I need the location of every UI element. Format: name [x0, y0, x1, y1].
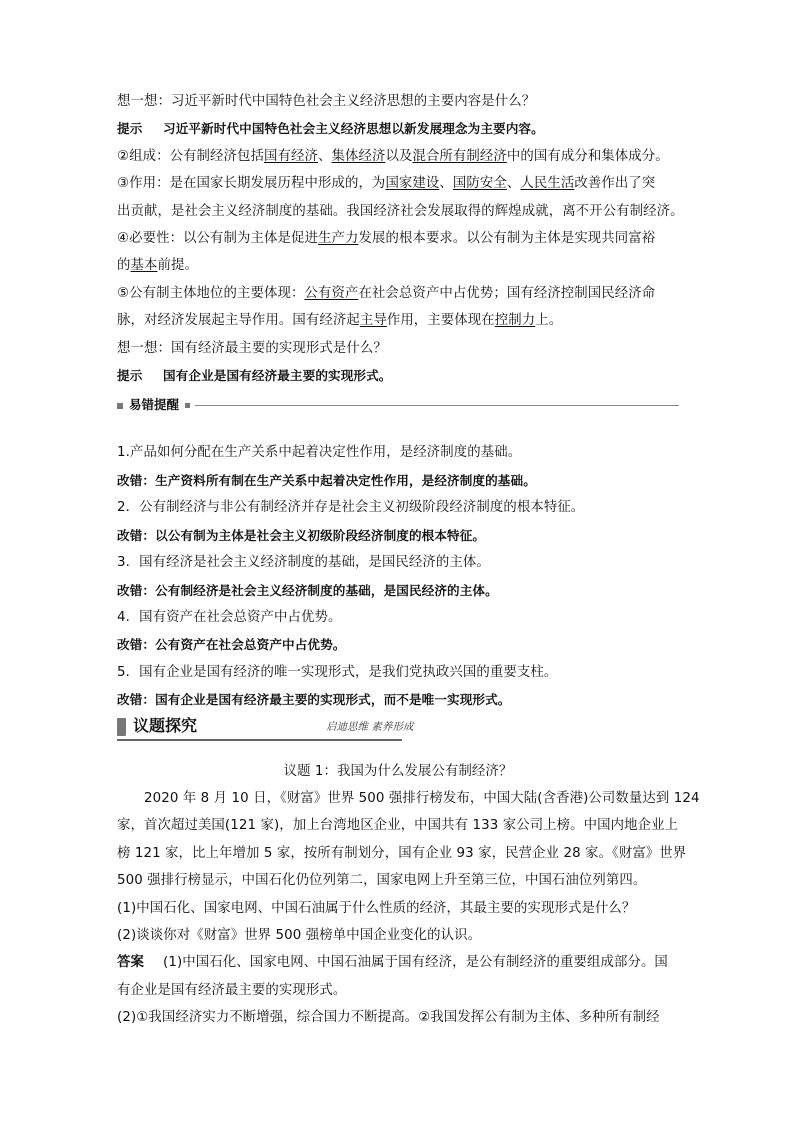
point-dominance-line1 [117, 280, 679, 307]
question-1: (1)中国石化、国家电网、中国石油属于什么性质的经济，其最主要的实现形式是什么？ [117, 900, 636, 916]
error-item-1: 1.产品如何分配在生产关系中起着决定性作用，是经济制度的基础。 [117, 445, 522, 461]
correction-4: 改错：公有资产在社会总资产中占优势。 [117, 637, 346, 653]
correction-5: 改错：国有企业是国有经济最主要的实现形式，而不是唯一实现形式。 [117, 692, 511, 708]
question-2: (2)谈谈你对《财富》世界 500 强榜单中国企业变化的认识。 [117, 927, 482, 943]
text: 中的国有成分和集体成分。 [506, 148, 669, 164]
point-necessity-line2 [117, 252, 679, 279]
hint-text: 国有企业是国有经济最主要的实现形式。 [163, 368, 392, 384]
answer-line: 有企业是国有经济最主要的实现形式。 [117, 982, 347, 998]
hint-label: 提示 [117, 368, 143, 384]
page-content [117, 88, 700, 1032]
section-subtitle: 启迪思维 素养形成 [326, 720, 414, 733]
section-header-common-errors [117, 395, 679, 421]
text: ②组成：公有制经济包括 [117, 148, 265, 164]
text: 的 [117, 258, 131, 274]
text: ③作用：是在国家长期发展历程中形成的，为 [117, 176, 386, 192]
hint-answer-2 [117, 362, 679, 389]
material-paragraph-line: 家，首次超过美国(121 家)，加上台湾地区企业，中国共有 133 家公司上榜。中国内地企业上 [117, 818, 679, 834]
correction-2: 改错：以公有制为主体是社会主义初级阶段经济制度的根本特征。 [117, 527, 486, 543]
underlined-keyword: 人民生活 [520, 176, 575, 192]
point-necessity-line1 [117, 225, 679, 252]
material-paragraph-line: 500 强排行榜显示，中国石化仍位列第二，国家电网上升至第三位，中国石油位列第四。 [117, 873, 647, 889]
text: 以及 [385, 148, 413, 164]
error-item-5: 5．国有企业是国有经济的唯一实现形式，是我们党执政兴国的重要支柱。 [117, 664, 558, 680]
think-question-1: 想一想：习近平新时代中国特色社会主义经济思想的主要内容是什么？ [117, 94, 536, 109]
topic-title: 议题 1：我国为什么发展公有制经济？ [283, 763, 513, 779]
underlined-keyword: 集体经济 [331, 148, 386, 164]
text: ④必要性：以公有制为主体是促进 [117, 231, 318, 247]
text: 前提。 [157, 258, 198, 274]
underlined-keyword: 主导 [359, 313, 387, 329]
bookmark-icon [117, 718, 126, 736]
text: 作用，主要体现在 [386, 313, 495, 329]
square-bullet-icon [117, 403, 123, 409]
hint-text: 习近平新时代中国特色社会主义经济思想以新发展理念为主要内容。 [163, 121, 544, 137]
answer-line: (2)①我国经济实力不断增强，综合国力不断提高。②我国发挥公有制为主体、多种所有制经 [117, 1010, 660, 1026]
error-item-4: 4．国有资产在社会总资产中占优势。 [117, 609, 342, 625]
text: 改善作出了突 [574, 176, 656, 192]
section-title: 易错提醒 [129, 397, 180, 413]
underlined-keyword: 控制力 [494, 313, 536, 329]
error-item-3: 3．国有经济是社会主义经济制度的基础，是国民经济的主体。 [117, 555, 490, 571]
underlined-keyword: 公有资产 [304, 285, 359, 301]
answer-text: (1)中国石化、国家电网、中国石油属于国有经济，是公有制经济的重要组成部分。国 [163, 955, 668, 971]
point-function-line1 [117, 170, 679, 197]
section-title: 议题探究 [133, 715, 198, 735]
point-composition [117, 143, 679, 170]
think-question-2: 想一想：国有经济最主要的实现形式是什么？ [117, 340, 387, 356]
hint-answer-1 [117, 115, 679, 142]
text: 发展的根本要求。以公有制为主体是实现共同富裕 [358, 231, 656, 247]
underlined-keyword: 国防安全 [452, 176, 507, 192]
answer-line [117, 949, 679, 976]
material-paragraph-line: 榜 121 家，比上年增加 5 家，按所有制划分，国有企业 93 家，民营企业 28 家。《财富》世界 [117, 845, 687, 861]
text: 、 [439, 176, 453, 192]
text: 脉，对经济发展起主导作用。国有经济起 [117, 313, 360, 329]
section-header-topic-inquiry [117, 714, 679, 744]
answer-label: 答案 [117, 955, 144, 971]
underlined-keyword: 生产力 [317, 231, 359, 247]
text: 上。 [535, 313, 563, 329]
material-paragraph-line: 2020 年 8 月 10 日，《财富》世界 500 强排行榜发布，中国大陆(含香港)公司数量达到 124 [144, 790, 700, 806]
square-bullet-icon [185, 403, 190, 408]
correction-3: 改错：公有制经济是社会主义经济制度的基础，是国民经济的主体。 [117, 582, 498, 598]
point-dominance-line2 [117, 307, 679, 334]
underlined-keyword: 混合所有制经济 [412, 148, 507, 164]
underlined-keyword: 基本 [130, 258, 158, 274]
text: 在社会总资产中占优势；国有经济控制国民经济命 [358, 285, 656, 301]
text: 、 [506, 176, 521, 192]
error-item-2: 2．公有制经济与非公有制经济并存是社会主义初级阶段经济制度的根本特征。 [117, 500, 585, 516]
hint-label: 提示 [117, 121, 143, 137]
correction-1: 改错：生产资料所有制在生产关系中起着决定性作用，是经济制度的基础。 [117, 472, 536, 488]
underlined-keyword: 国有经济 [264, 148, 318, 164]
divider [117, 739, 402, 741]
point-function-line2: 出贡献，是社会主义经济制度的基础。我国经济社会发展取得的辉煌成就，离不开公有制经济。 [117, 203, 684, 219]
underlined-keyword: 国家建设 [385, 176, 440, 192]
text: ⑤公有制主体地位的主要体现： [117, 285, 305, 301]
text: 、 [317, 148, 332, 164]
divider [195, 405, 679, 406]
